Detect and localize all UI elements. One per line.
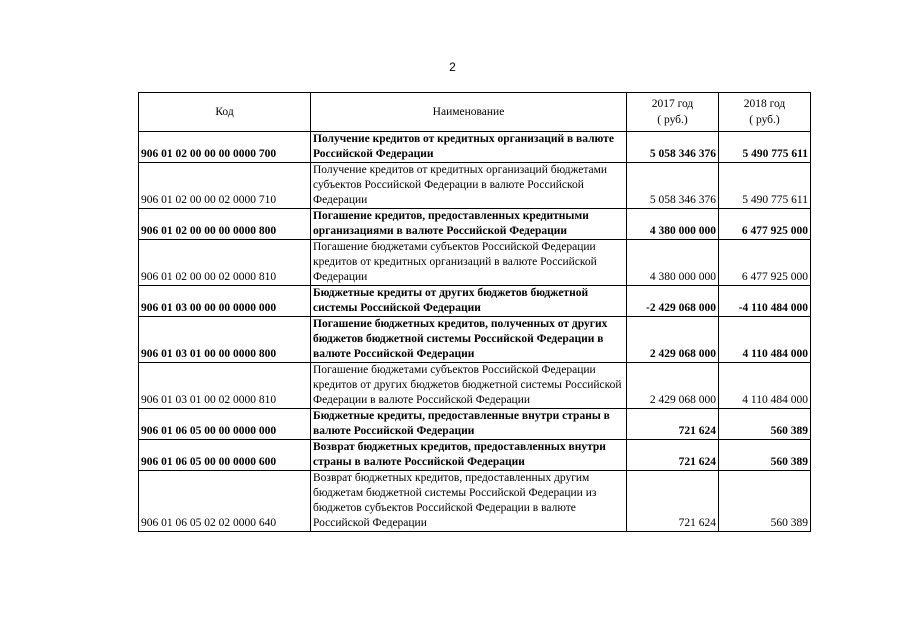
name-cell: Погашение бюджетами субъектов Российской Федерации кредитов от других бюджетов бюджетной системы Российской Федерации в валюте Российской Федерации xyxy=(311,363,627,409)
table-row xyxy=(139,471,811,532)
amount-2018-cell: 5 490 775 611 xyxy=(719,163,811,209)
header-2018-year: 2018 год xyxy=(743,98,786,110)
amount-2017-cell: 5 058 346 376 xyxy=(627,132,719,163)
name-cell: Бюджетные кредиты от других бюджетов бюджетной системы Российской Федерации xyxy=(311,286,627,317)
header-2017-unit: ( руб.) xyxy=(657,114,688,126)
amount-2017-cell: 2 429 068 000 xyxy=(627,363,719,409)
header-2018-unit: ( руб.) xyxy=(749,114,780,126)
amount-2018-cell: 5 490 775 611 xyxy=(719,132,811,163)
name-cell: Возврат бюджетных кредитов, предоставленных внутри страны в валюте Российской Федерации xyxy=(311,440,627,471)
header-row xyxy=(139,93,811,132)
name-cell: Погашение кредитов, предоставленных кредитными организациями в валюте Российской Федерации xyxy=(311,209,627,240)
code-cell: 906 01 02 00 00 02 0000 710 xyxy=(139,163,311,209)
name-cell: Получение кредитов от кредитных организаций в валюте Российской Федерации xyxy=(311,132,627,163)
amount-2017-cell: 4 380 000 000 xyxy=(627,209,719,240)
code-cell: 906 01 02 00 00 00 0000 800 xyxy=(139,209,311,240)
header-code: Код xyxy=(139,93,311,132)
table-row xyxy=(139,209,811,240)
table-row xyxy=(139,409,811,440)
page-number: 2 xyxy=(449,60,456,74)
amount-2017-cell: 721 624 xyxy=(627,471,719,532)
amount-2017-cell: 721 624 xyxy=(627,440,719,471)
code-cell: 906 01 06 05 00 00 0000 600 xyxy=(139,440,311,471)
amount-2018-cell: 560 389 xyxy=(719,409,811,440)
amount-2018-cell: -4 110 484 000 xyxy=(719,286,811,317)
amount-2017-cell: 4 380 000 000 xyxy=(627,240,719,286)
amount-2018-cell: 4 110 484 000 xyxy=(719,363,811,409)
table-row xyxy=(139,132,811,163)
code-cell: 906 01 03 00 00 00 0000 000 xyxy=(139,286,311,317)
header-2018 xyxy=(719,93,811,132)
amount-2017-cell: -2 429 068 000 xyxy=(627,286,719,317)
table-body xyxy=(139,132,811,532)
name-cell: Возврат бюджетных кредитов, предоставленных другим бюджетам бюджетной системы Российской Федерации из бюджетов субъектов Российской Федерации в валюте Российской Федерации xyxy=(311,471,627,532)
amount-2018-cell: 560 389 xyxy=(719,440,811,471)
table-row xyxy=(139,286,811,317)
name-cell: Погашение бюджетных кредитов, полученных от других бюджетов бюджетной системы Российской Федерации в валюте Российской Федерации xyxy=(311,317,627,363)
code-cell: 906 01 03 01 00 00 0000 800 xyxy=(139,317,311,363)
name-cell: Погашение бюджетами субъектов Российской Федерации кредитов от кредитных организаций в валюте Российской Федерации xyxy=(311,240,627,286)
header-2017 xyxy=(627,93,719,132)
amount-2018-cell: 6 477 925 000 xyxy=(719,209,811,240)
amount-2018-cell: 6 477 925 000 xyxy=(719,240,811,286)
table-row xyxy=(139,240,811,286)
table-row xyxy=(139,440,811,471)
amount-2018-cell: 560 389 xyxy=(719,471,811,532)
amount-2018-cell: 4 110 484 000 xyxy=(719,317,811,363)
table-header xyxy=(139,93,811,132)
code-cell: 906 01 02 00 00 00 0000 700 xyxy=(139,132,311,163)
amount-2017-cell: 721 624 xyxy=(627,409,719,440)
table-row xyxy=(139,163,811,209)
code-cell: 906 01 06 05 00 00 0000 000 xyxy=(139,409,311,440)
code-cell: 906 01 03 01 00 02 0000 810 xyxy=(139,363,311,409)
table-row xyxy=(139,363,811,409)
table-row xyxy=(139,317,811,363)
code-cell: 906 01 02 00 00 02 0000 810 xyxy=(139,240,311,286)
header-name: Наименование xyxy=(311,93,627,132)
code-cell: 906 01 06 05 02 02 0000 640 xyxy=(139,471,311,532)
name-cell: Бюджетные кредиты, предоставленные внутри страны в валюте Российской Федерации xyxy=(311,409,627,440)
budget-table xyxy=(138,92,811,532)
amount-2017-cell: 5 058 346 376 xyxy=(627,163,719,209)
header-2017-year: 2017 год xyxy=(651,98,694,110)
name-cell: Получение кредитов от кредитных организаций бюджетами субъектов Российской Федерации в валюте Российской Федерации xyxy=(311,163,627,209)
amount-2017-cell: 2 429 068 000 xyxy=(627,317,719,363)
